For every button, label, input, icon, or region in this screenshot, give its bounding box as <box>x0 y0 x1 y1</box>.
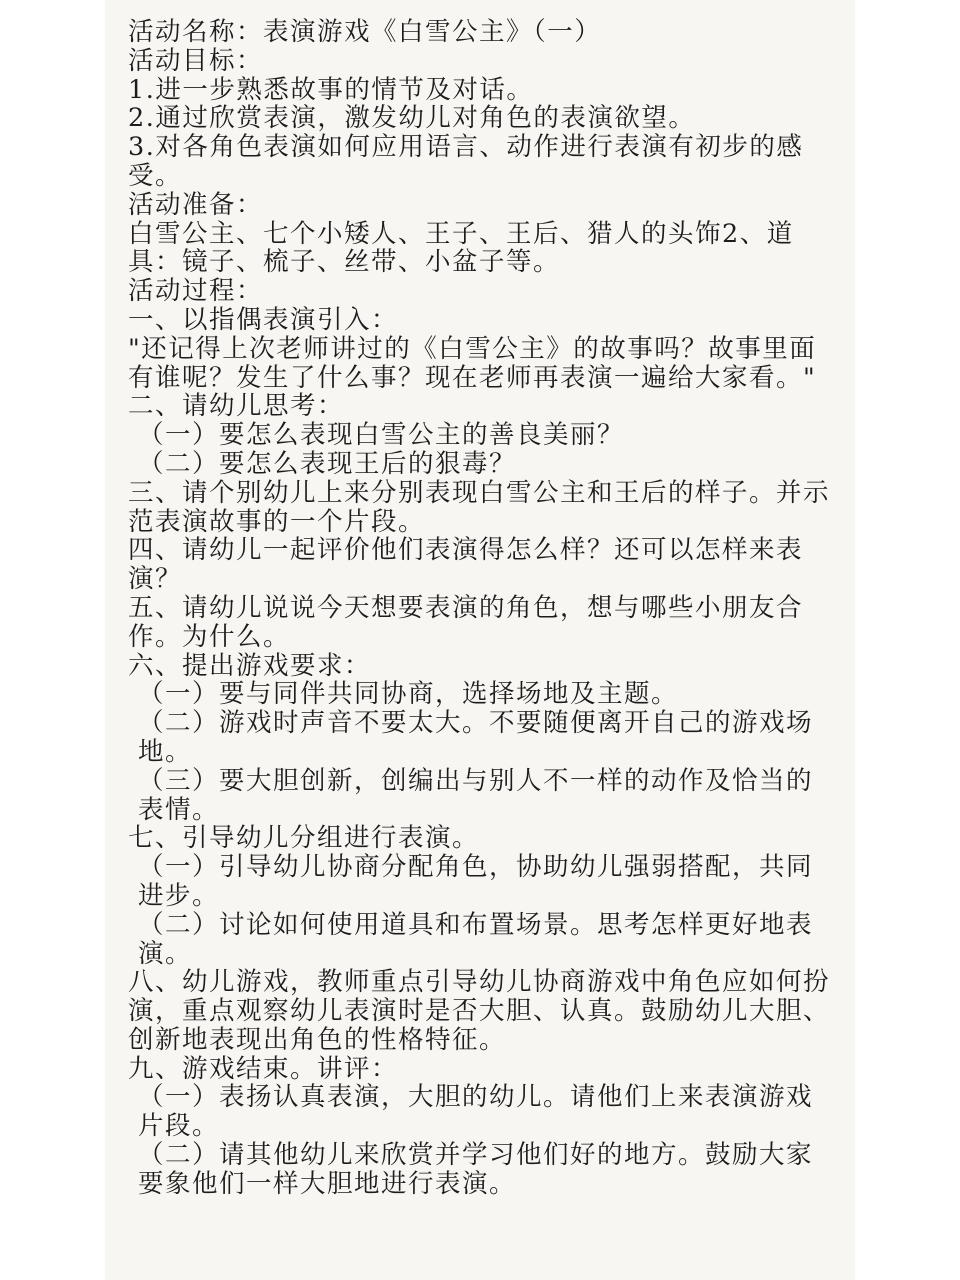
step-3: 三、请个别幼儿上来分别表现白雪公主和王后的样子。并示范表演故事的一个片段。 <box>128 477 831 537</box>
step-2-sub-1: （一）要怎么表现白雪公主的善良美丽？ <box>138 420 625 451</box>
step-1-heading: 一、以指偶表演引入： <box>128 304 399 335</box>
step-2-heading: 二、请幼儿思考： <box>128 391 345 422</box>
step-7-sub-2: （二）讨论如何使用道具和布置场景。思考怎样更好地表演。 <box>138 909 814 969</box>
step-7-sub-1: （一）引导幼儿协商分配角色，协助幼儿强弱搭配，共同进步。 <box>138 852 814 911</box>
section-preparation-heading: 活动准备： <box>128 189 264 220</box>
step-4: 四、请幼儿一起评价他们表演得怎么样？还可以怎样来表演？ <box>128 535 804 595</box>
section-goals-heading: 活动目标： <box>128 45 264 76</box>
section-process-heading: 活动过程： <box>128 276 264 307</box>
step-6-sub-3: （三）要大胆创新，创编出与别人不一样的动作及恰当的表情。 <box>138 765 814 825</box>
document-body <box>128 18 833 1199</box>
goal-item-1: 1.进一步熟悉故事的情节及对话。 <box>128 74 534 105</box>
step-6-sub-2: （二）游戏时声音不要太大。不要随便离开自己的游戏场地。 <box>138 708 814 767</box>
goal-item-2: 2.通过欣赏表演，激发幼儿对角色的表演欲望。 <box>128 103 696 134</box>
step-6-heading: 六、提出游戏要求： <box>128 650 372 681</box>
step-2-sub-2: （二）要怎么表现王后的狠毒？ <box>138 448 517 479</box>
step-9-sub-1: （一）表扬认真表演，大胆的幼儿。请他们上来表演游戏片段。 <box>138 1082 814 1142</box>
step-9-sub-2: （二）请其他幼儿来欣赏并学习他们好的地方。鼓励大家要象他们一样大胆地进行表演。 <box>138 1140 814 1199</box>
step-1-quote: "还记得上次老师讲过的《白雪公主》的故事吗？故事里面有谁呢？发生了什么事？现在老师再表演一遍给大家看。" <box>128 333 817 393</box>
step-8: 八、幼儿游戏，教师重点引导幼儿协商游戏中角色应如何扮演，重点观察幼儿表演时是否大胆、认真。鼓励幼儿大胆、创新地表现出角色的性格特征。 <box>128 967 831 1055</box>
step-6-sub-1: （一）要与同伴共同协商，选择场地及主题。 <box>138 679 679 710</box>
preparation-text: 白雪公主、七个小矮人、王子、王后、猎人的头饰2、道具：镜子、梳子、丝带、小盆子等。 <box>128 218 794 278</box>
goal-item-3: 3.对各角色表演如何应用语言、动作进行表演有初步的感受。 <box>128 132 804 191</box>
step-5: 五、请幼儿说说今天想要表演的角色，想与哪些小朋友合作。为什么。 <box>128 592 804 652</box>
step-9-heading: 九、游戏结束。讲评： <box>128 1053 399 1084</box>
activity-title: 活动名称：表演游戏《白雪公主》（一） <box>128 17 602 47</box>
step-7-heading: 七、引导幼儿分组进行表演。 <box>128 823 480 854</box>
